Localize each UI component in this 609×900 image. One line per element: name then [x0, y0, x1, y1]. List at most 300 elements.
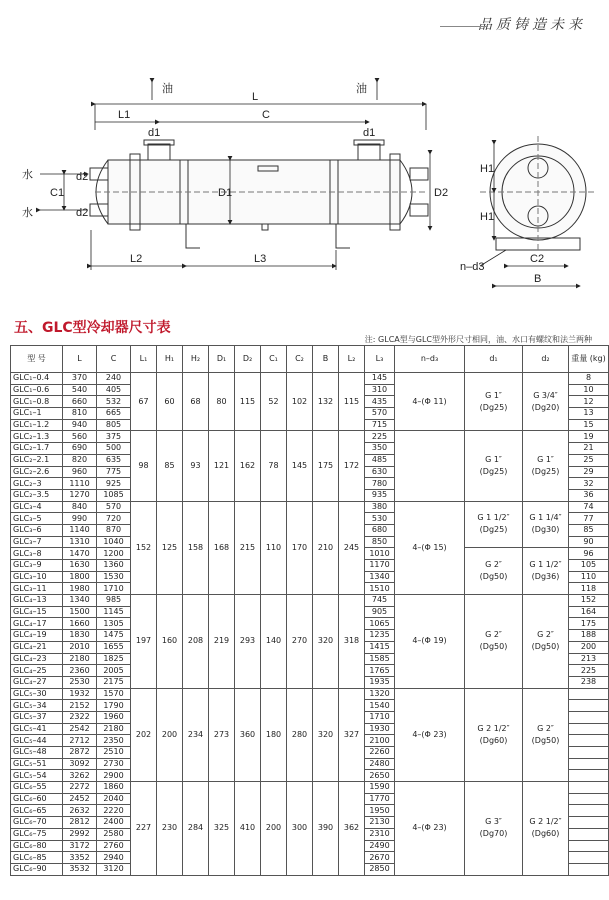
cell-L: 2322 — [63, 711, 97, 723]
cell-L3: 1765 — [365, 665, 395, 677]
cell-weight — [569, 711, 609, 723]
cell-D1: 219 — [209, 595, 235, 689]
col-nd3: n–d₃ — [395, 346, 465, 373]
cell-L: 3352 — [63, 852, 97, 864]
cell-L2: 245 — [339, 501, 365, 595]
cell-C: 1960 — [97, 711, 131, 723]
cell-L: 2180 — [63, 653, 97, 665]
cell-model: GLC₁–0.4 — [11, 373, 63, 385]
thread-size: G 1 1/2″ — [529, 560, 562, 570]
cell-weight — [569, 782, 609, 794]
cell-L: 3532 — [63, 863, 97, 875]
cell-D1: 121 — [209, 431, 235, 501]
cell-weight: 188 — [569, 630, 609, 642]
cell-L: 1932 — [63, 688, 97, 700]
thread-dg: (Dg50) — [531, 642, 560, 652]
cell-C: 2900 — [97, 770, 131, 782]
cell-weight: 85 — [569, 524, 609, 536]
cell-d2 — [523, 688, 569, 782]
cell-C: 665 — [97, 408, 131, 420]
cell-L: 2530 — [63, 676, 97, 688]
cell-L3: 1415 — [365, 641, 395, 653]
cell-weight: 152 — [569, 595, 609, 607]
cell-weight — [569, 770, 609, 782]
cell-L3: 145 — [365, 373, 395, 385]
cell-d2 — [523, 431, 569, 501]
cell-L: 370 — [63, 373, 97, 385]
cell-C: 2220 — [97, 805, 131, 817]
cell-C: 1040 — [97, 536, 131, 548]
cell-weight — [569, 840, 609, 852]
dim-H1-top: H1 — [480, 163, 495, 175]
dim-L1: L1 — [118, 109, 131, 121]
cell-model: GLC₃–5 — [11, 513, 63, 525]
cell-B: 390 — [313, 782, 339, 876]
cell-L: 2010 — [63, 641, 97, 653]
cell-L: 2542 — [63, 723, 97, 735]
cell-C2: 280 — [287, 688, 313, 782]
dim-d1-left: d1 — [148, 127, 161, 139]
cell-D2: 115 — [235, 373, 261, 431]
cell-L3: 2650 — [365, 770, 395, 782]
cell-model: GLC₅–54 — [11, 770, 63, 782]
cell-C2: 270 — [287, 595, 313, 689]
cell-L3: 1770 — [365, 793, 395, 805]
cell-L3: 350 — [365, 443, 395, 455]
cell-C: 2175 — [97, 676, 131, 688]
cell-H1: 85 — [157, 431, 183, 501]
cell-D2: 410 — [235, 782, 261, 876]
col-L2: L₂ — [339, 346, 365, 373]
col-B: B — [313, 346, 339, 373]
cell-L3: 935 — [365, 489, 395, 501]
thread-dg: (Dg25) — [479, 467, 508, 476]
dim-C2: C2 — [530, 253, 545, 265]
cell-L3: 1590 — [365, 782, 395, 794]
dim-D1: D1 — [218, 187, 233, 199]
table-row — [11, 501, 609, 513]
thread-size: G 1 1/4″ — [529, 513, 562, 523]
cell-L3: 1930 — [365, 723, 395, 735]
cell-C: 1530 — [97, 571, 131, 583]
cell-C: 2730 — [97, 758, 131, 770]
thread-size: G 2″ — [485, 560, 502, 570]
dim-C1: C1 — [50, 187, 65, 199]
cell-nd3: 4–(Φ 23) — [395, 782, 465, 876]
oil-label-right: 油 — [356, 83, 367, 95]
cell-L: 560 — [63, 431, 97, 443]
cell-L3: 2850 — [365, 863, 395, 875]
cell-L3: 2480 — [365, 758, 395, 770]
cell-model: GLC₅–34 — [11, 700, 63, 712]
cell-model: GLC₃–7 — [11, 536, 63, 548]
cell-model: GLC₆–85 — [11, 852, 63, 864]
cell-model: GLC₂–3.5 — [11, 489, 63, 501]
cell-L: 2632 — [63, 805, 97, 817]
cell-nd3: 4–(Φ 15) — [395, 501, 465, 595]
cell-model: GLC₅–44 — [11, 735, 63, 747]
cell-weight: 213 — [569, 653, 609, 665]
cell-B: 320 — [313, 688, 339, 782]
cell-H2: 158 — [183, 501, 209, 595]
cell-B: 210 — [313, 501, 339, 595]
cell-model: GLC₁–0.8 — [11, 396, 63, 408]
cell-model: GLC₄–13 — [11, 595, 63, 607]
cell-L3: 1340 — [365, 571, 395, 583]
dim-n-d3: n–d3 — [460, 261, 485, 273]
cell-C1: 78 — [261, 431, 287, 501]
cell-L: 2452 — [63, 793, 97, 805]
cell-C: 1200 — [97, 548, 131, 560]
cell-B: 320 — [313, 595, 339, 689]
cell-C: 2180 — [97, 723, 131, 735]
cell-weight — [569, 863, 609, 875]
cell-weight: 13 — [569, 408, 609, 420]
cell-L: 1340 — [63, 595, 97, 607]
cell-C2: 300 — [287, 782, 313, 876]
brand-divider — [440, 26, 488, 27]
cell-L3: 680 — [365, 524, 395, 536]
cell-L: 540 — [63, 384, 97, 396]
front-view — [90, 140, 428, 248]
cell-C: 635 — [97, 454, 131, 466]
cell-model: GLC₆–70 — [11, 817, 63, 829]
dim-B: B — [534, 273, 542, 285]
thread-size: G 1″ — [485, 455, 502, 464]
cell-model: GLC₂–1.3 — [11, 431, 63, 443]
cell-C: 805 — [97, 419, 131, 431]
cell-L3: 2310 — [365, 828, 395, 840]
cell-C2: 170 — [287, 501, 313, 595]
cell-C: 2040 — [97, 793, 131, 805]
thread-size: G 2 1/2″ — [529, 817, 562, 827]
cell-L3: 570 — [365, 408, 395, 420]
cell-weight: 238 — [569, 676, 609, 688]
cell-model: GLC₂–2.1 — [11, 454, 63, 466]
cell-L: 840 — [63, 501, 97, 513]
cell-B: 175 — [313, 431, 339, 501]
cell-L: 940 — [63, 419, 97, 431]
cell-L: 1110 — [63, 478, 97, 490]
col-L: L — [63, 346, 97, 373]
thread-dg: (Dg60) — [531, 829, 560, 839]
dim-L3: L3 — [254, 253, 267, 265]
cell-D2: 162 — [235, 431, 261, 501]
thread-size: G 2″ — [537, 723, 554, 733]
table-row — [11, 782, 609, 794]
cell-model: GLC₄–27 — [11, 676, 63, 688]
cell-L: 1660 — [63, 618, 97, 630]
cell-weight: 15 — [569, 419, 609, 431]
cell-weight — [569, 793, 609, 805]
cell-model: GLC₃–4 — [11, 501, 63, 513]
cell-model: GLC₅–41 — [11, 723, 63, 735]
cell-C: 1825 — [97, 653, 131, 665]
cell-model: GLC₄–23 — [11, 653, 63, 665]
cell-weight — [569, 828, 609, 840]
cell-weight: 90 — [569, 536, 609, 548]
cell-model: GLC₆–90 — [11, 863, 63, 875]
cell-weight: 225 — [569, 665, 609, 677]
cooler-drawing — [0, 70, 600, 295]
cell-C: 1475 — [97, 630, 131, 642]
cell-model: GLC₄–19 — [11, 630, 63, 642]
cell-D2: 293 — [235, 595, 261, 689]
cell-model: GLC₅–48 — [11, 747, 63, 759]
cell-weight — [569, 758, 609, 770]
cell-C: 925 — [97, 478, 131, 490]
thread-dg: (Dg20) — [531, 402, 560, 412]
thread-dg: (Dg50) — [479, 642, 508, 652]
cell-D1: 168 — [209, 501, 235, 595]
cell-model: GLC₄–21 — [11, 641, 63, 653]
cell-C: 2350 — [97, 735, 131, 747]
cell-d2 — [523, 501, 569, 548]
dimension-table — [10, 345, 609, 876]
thread-size: G 3/4″ — [533, 390, 558, 400]
cell-H1: 160 — [157, 595, 183, 689]
cell-weight: 12 — [569, 396, 609, 408]
thread-dg: (Dg25) — [531, 467, 560, 476]
cell-L1: 202 — [131, 688, 157, 782]
cell-weight: 32 — [569, 478, 609, 490]
cell-L3: 780 — [365, 478, 395, 490]
cell-H2: 68 — [183, 373, 209, 431]
cell-d1 — [465, 595, 523, 689]
cell-B: 132 — [313, 373, 339, 431]
cell-L3: 1710 — [365, 711, 395, 723]
water-label-bottom: 水 — [22, 207, 33, 219]
thread-size: G 2″ — [537, 630, 554, 640]
cell-L1: 152 — [131, 501, 157, 595]
cell-L: 1630 — [63, 560, 97, 572]
cell-L: 1310 — [63, 536, 97, 548]
cell-L: 1980 — [63, 583, 97, 595]
cell-L3: 1950 — [365, 805, 395, 817]
cell-L3: 905 — [365, 606, 395, 618]
cell-H1: 230 — [157, 782, 183, 876]
cell-L3: 2130 — [365, 817, 395, 829]
cell-L: 3092 — [63, 758, 97, 770]
cell-weight: 74 — [569, 501, 609, 513]
cell-C: 1085 — [97, 489, 131, 501]
cell-weight: 29 — [569, 466, 609, 478]
cell-C: 1790 — [97, 700, 131, 712]
thread-size: G 1 1/2″ — [477, 513, 510, 523]
cell-H1: 200 — [157, 688, 183, 782]
side-view — [480, 136, 596, 250]
cell-C2: 102 — [287, 373, 313, 431]
cell-weight: 175 — [569, 618, 609, 630]
cell-L: 2152 — [63, 700, 97, 712]
cell-model: GLC₅–30 — [11, 688, 63, 700]
cell-weight: 110 — [569, 571, 609, 583]
dim-d2-bottom: d2 — [76, 207, 89, 219]
thread-dg: (Dg36) — [531, 572, 560, 582]
cell-L: 990 — [63, 513, 97, 525]
cell-L: 2712 — [63, 735, 97, 747]
cell-model: GLC₂–2.6 — [11, 466, 63, 478]
cell-L3: 1170 — [365, 560, 395, 572]
cell-d1 — [465, 501, 523, 548]
table-row — [11, 431, 609, 443]
cell-L3: 630 — [365, 466, 395, 478]
cell-d1 — [465, 548, 523, 595]
cell-C: 2400 — [97, 817, 131, 829]
cell-L2: 115 — [339, 373, 365, 431]
cell-weight: 96 — [569, 548, 609, 560]
thread-dg: (Dg25) — [479, 525, 508, 535]
thread-size: G 1″ — [537, 455, 554, 464]
cell-L: 1500 — [63, 606, 97, 618]
thread-size: G 2″ — [485, 630, 502, 640]
cell-d1 — [465, 782, 523, 876]
cell-C: 720 — [97, 513, 131, 525]
thread-dg: (Dg30) — [531, 525, 560, 535]
water-label-top: 水 — [22, 169, 33, 181]
col-H2: H₂ — [183, 346, 209, 373]
cell-model: GLC₁–0.6 — [11, 384, 63, 396]
cell-C: 1145 — [97, 606, 131, 618]
cell-L: 1800 — [63, 571, 97, 583]
cell-L: 820 — [63, 454, 97, 466]
cell-L3: 1510 — [365, 583, 395, 595]
dim-d1-right: d1 — [363, 127, 376, 139]
cell-nd3: 4–(Φ 11) — [395, 373, 465, 431]
cell-C1: 180 — [261, 688, 287, 782]
cell-weight: 19 — [569, 431, 609, 443]
cell-weight — [569, 852, 609, 864]
cell-L: 1270 — [63, 489, 97, 501]
table-header-row — [11, 346, 609, 373]
cell-C1: 140 — [261, 595, 287, 689]
col-C: C — [97, 346, 131, 373]
cell-C: 1305 — [97, 618, 131, 630]
cell-nd3: 4–(Φ 19) — [395, 595, 465, 689]
cell-model: GLC₅–37 — [11, 711, 63, 723]
cell-weight: 105 — [569, 560, 609, 572]
table-row — [11, 688, 609, 700]
cell-L2: 362 — [339, 782, 365, 876]
cell-L1: 67 — [131, 373, 157, 431]
cell-L: 810 — [63, 408, 97, 420]
cell-C: 500 — [97, 443, 131, 455]
thread-size: G 3″ — [485, 817, 502, 827]
cell-d2 — [523, 548, 569, 595]
cell-C: 3120 — [97, 863, 131, 875]
cell-weight: 21 — [569, 443, 609, 455]
cell-model: GLC₆–60 — [11, 793, 63, 805]
cell-C: 2005 — [97, 665, 131, 677]
cell-L3: 2100 — [365, 735, 395, 747]
cell-C: 570 — [97, 501, 131, 513]
cell-C: 2580 — [97, 828, 131, 840]
cell-weight: 8 — [569, 373, 609, 385]
cell-weight: 36 — [569, 489, 609, 501]
cell-weight — [569, 735, 609, 747]
dim-L2: L2 — [130, 253, 143, 265]
cell-L3: 435 — [365, 396, 395, 408]
cell-L: 1140 — [63, 524, 97, 536]
cell-weight: 25 — [569, 454, 609, 466]
cell-L2: 327 — [339, 688, 365, 782]
cell-L3: 2670 — [365, 852, 395, 864]
cell-L: 660 — [63, 396, 97, 408]
cell-weight — [569, 723, 609, 735]
cell-D1: 80 — [209, 373, 235, 431]
brand-slogan: 品质铸造未来 — [478, 17, 586, 33]
cell-H2: 284 — [183, 782, 209, 876]
cell-C: 375 — [97, 431, 131, 443]
cell-C: 1710 — [97, 583, 131, 595]
cell-C2: 145 — [287, 431, 313, 501]
col-L3: L₃ — [365, 346, 395, 373]
cell-model: GLC₄–25 — [11, 665, 63, 677]
thread-dg: (Dg25) — [479, 402, 508, 412]
cell-model: GLC₁–1 — [11, 408, 63, 420]
cell-model: GLC₂–3 — [11, 478, 63, 490]
cell-weight — [569, 805, 609, 817]
cell-L3: 745 — [365, 595, 395, 607]
cell-L3: 225 — [365, 431, 395, 443]
col-C1: C₁ — [261, 346, 287, 373]
thread-dg: (Dg50) — [531, 735, 560, 745]
cell-L: 2872 — [63, 747, 97, 759]
col-C2: C₂ — [287, 346, 313, 373]
cell-nd3: 4–(Φ 23) — [395, 688, 465, 782]
cell-weight: 164 — [569, 606, 609, 618]
cell-L1: 227 — [131, 782, 157, 876]
thread-size: G 1″ — [485, 390, 502, 400]
dim-H1-bottom: H1 — [480, 211, 495, 223]
col-D2: D₂ — [235, 346, 261, 373]
cell-L: 2272 — [63, 782, 97, 794]
col-d2: d₂ — [523, 346, 569, 373]
cell-L3: 310 — [365, 384, 395, 396]
cell-C: 2510 — [97, 747, 131, 759]
thread-dg: (Dg60) — [479, 735, 508, 745]
cell-d2 — [523, 373, 569, 431]
cell-C: 775 — [97, 466, 131, 478]
cell-C1: 200 — [261, 782, 287, 876]
cell-model: GLC₂–1.7 — [11, 443, 63, 455]
cell-model: GLC₁–1.2 — [11, 419, 63, 431]
cell-L3: 1320 — [365, 688, 395, 700]
cell-model: GLC₆–80 — [11, 840, 63, 852]
cell-H1: 125 — [157, 501, 183, 595]
cell-H1: 60 — [157, 373, 183, 431]
cell-C: 2940 — [97, 852, 131, 864]
cell-L3: 485 — [365, 454, 395, 466]
cell-H2: 234 — [183, 688, 209, 782]
section-title: 五、GLC型冷却器尺寸表 — [14, 320, 171, 336]
col-model: 型 号 — [11, 346, 63, 373]
cell-L3: 1235 — [365, 630, 395, 642]
thread-dg: (Dg50) — [479, 572, 508, 582]
cell-L: 690 — [63, 443, 97, 455]
cell-C: 1360 — [97, 560, 131, 572]
cell-d2 — [523, 782, 569, 876]
cell-weight: 77 — [569, 513, 609, 525]
cell-L3: 1540 — [365, 700, 395, 712]
cell-H2: 208 — [183, 595, 209, 689]
cell-model: GLC₃–11 — [11, 583, 63, 595]
cell-model: GLC₆–65 — [11, 805, 63, 817]
cell-model: GLC₃–9 — [11, 560, 63, 572]
cell-L1: 98 — [131, 431, 157, 501]
cell-C: 532 — [97, 396, 131, 408]
dim-C: C — [262, 109, 270, 121]
